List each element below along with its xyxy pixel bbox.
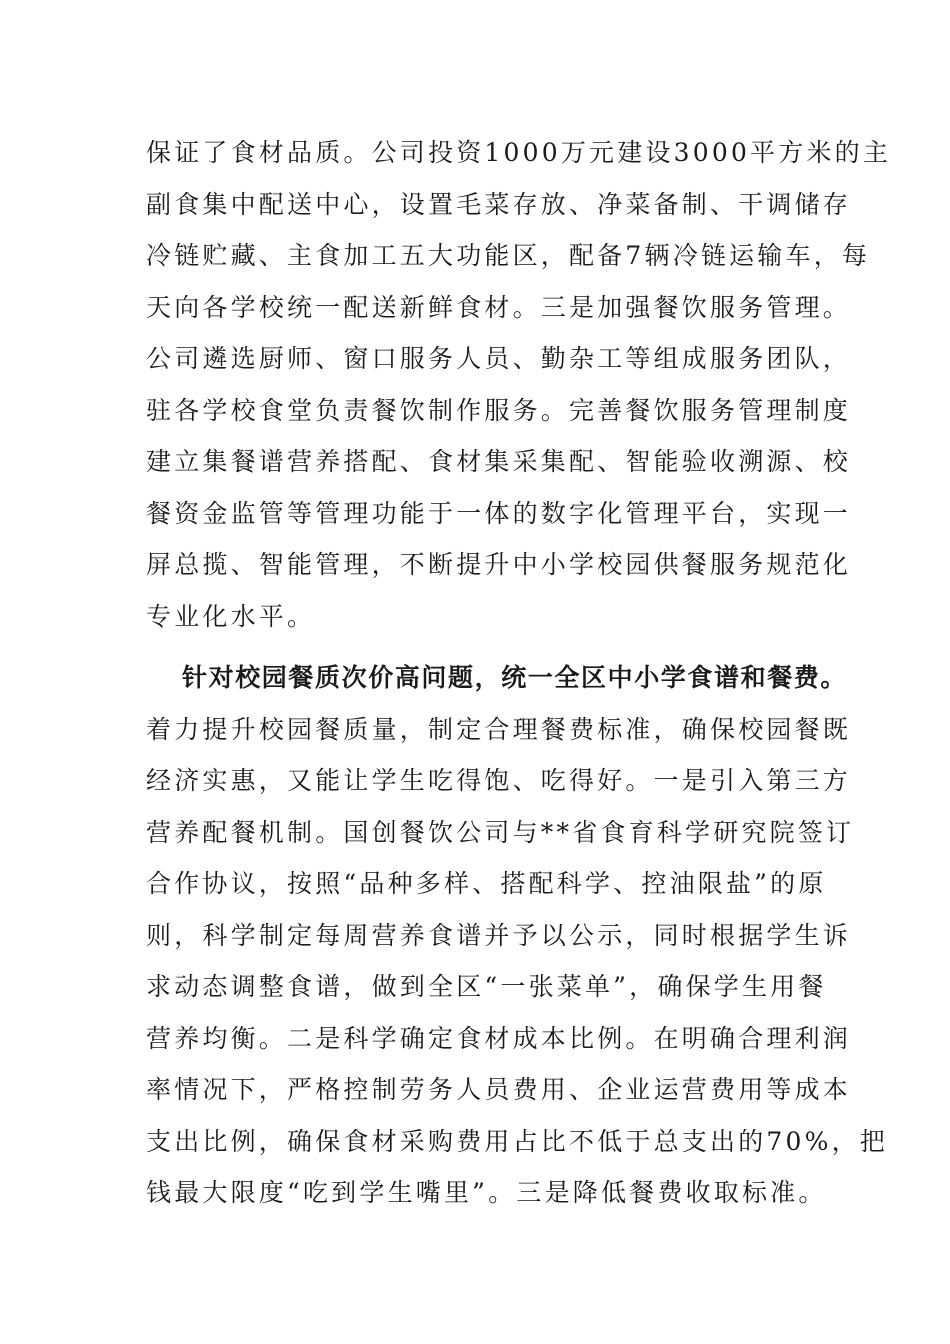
text-line: 率情况下，严格控制劳务人员费用、企业运营费用等成本: [146, 1075, 852, 1104]
text-line: 驻各学校食堂负责餐饮制作服务。完善餐饮服务管理制度: [146, 395, 852, 425]
document-body: [146, 127, 892, 1219]
text-line: 保证了食材品质。公司投资1000万元建设3000平方米的主: [146, 138, 892, 167]
text-line: 营养均衡。二是科学确定食材成本比例。在明确合理利润: [146, 1023, 852, 1053]
text-line: 经济实惠，又能让学生吃得饱、吃得好。一是引入第三方: [146, 766, 852, 795]
text-line: 着力提升校园餐质量，制定合理餐费标准，确保校园餐既: [146, 714, 852, 744]
text-line: 则，科学制定每周营养食谱并予以公示，同时根据学生诉: [146, 920, 852, 950]
text-line: 专业化水平。: [146, 601, 316, 631]
paragraph-1: [146, 127, 892, 642]
paragraph-gap: [146, 642, 836, 652]
text-line: 天向各学校统一配送新鲜食材。三是加强餐饮服务管理。: [146, 292, 852, 322]
text-line: 钱最大限度“吃到学生嘴里”。三是降低餐费收取标准。: [146, 1178, 827, 1207]
text-line: 冷链贮藏、主食加工五大功能区，配备7辆冷链运输车，每: [146, 241, 871, 270]
text-line: 建立集餐谱营养搭配、食材集采集配、智能验收溯源、校: [146, 447, 852, 476]
text-line: 副食集中配送中心，设置毛菜存放、净菜备制、干调储存: [146, 189, 852, 219]
text-line: 屏总揽、智能管理，不断提升中小学校园供餐服务规范化: [146, 550, 852, 579]
text-line: 支出比例，确保食材采购费用占比不低于总支出的70%，把: [146, 1126, 888, 1156]
paragraph-heading: 针对校园餐质次价高问题，统一全区中小学食谱和餐费。: [182, 663, 848, 692]
text-line: 合作协议，按照“品种多样、搭配科学、控油限盐”的原: [146, 869, 827, 898]
text-line: 公司遴选厨师、窗口服务人员、勤杂工等组成服务团队，: [146, 344, 852, 373]
paragraph-2: [146, 652, 888, 1219]
text-line: 营养配餐机制。国创餐饮公司与**省食育科学研究院签订: [146, 817, 855, 847]
text-line: 求动态调整食谱，做到全区“一张菜单”，确保学生用餐: [146, 972, 827, 1001]
text-line: 餐资金监管等管理功能于一体的数字化管理平台，实现一: [146, 498, 852, 528]
